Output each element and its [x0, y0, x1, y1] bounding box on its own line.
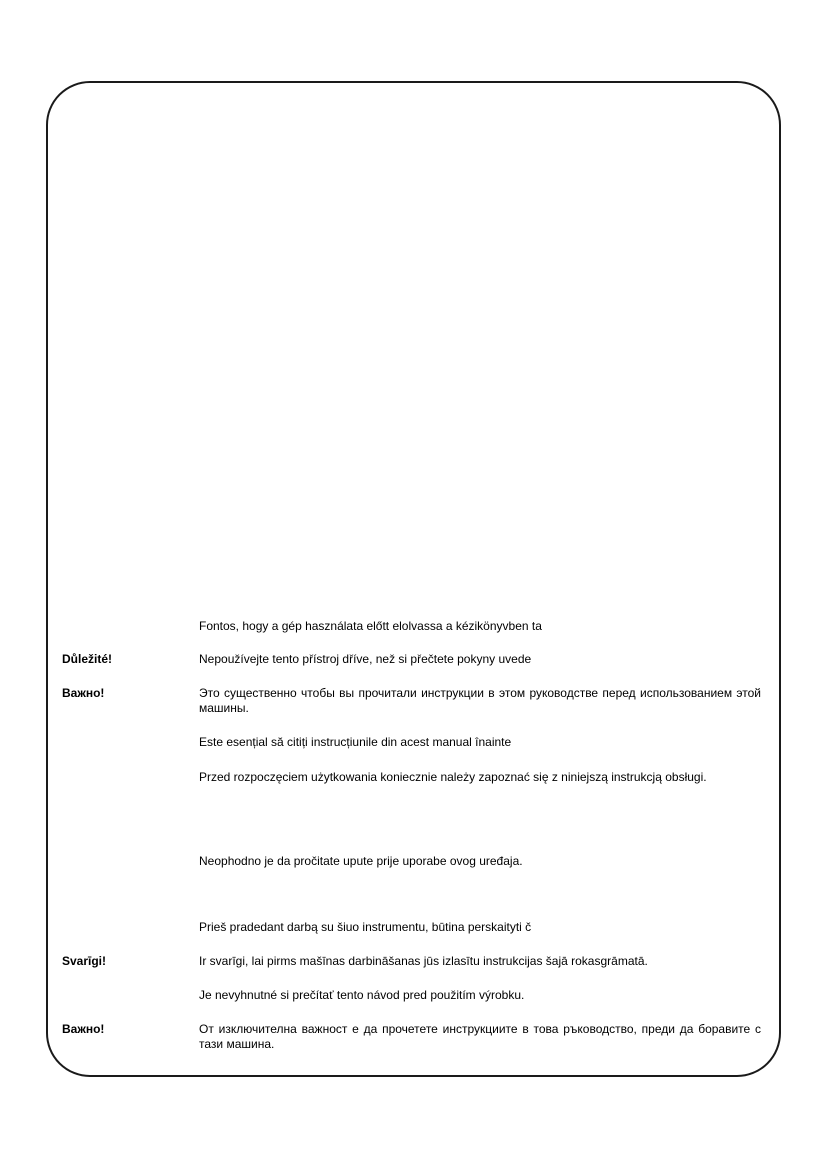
entry-text: Fontos, hogy a gép használata előtt elolvassa a kézikönyvben ta — [199, 619, 542, 633]
entry-text: Przed rozpoczęciem użytkowania koniecznie należy zapoznać się z niniejszą instrukcją obsługi. — [199, 770, 707, 784]
entry-text: Nepoužívejte tento přístroj dříve, než si přečtete pokyny uvede — [199, 652, 532, 666]
entry-text: Neophodno je da pročitate upute prije uporabe ovog uređaja. — [199, 854, 523, 868]
entry-label: Důležité! — [62, 652, 113, 666]
entry-text: Este esențial să citiți instrucțiunile din acest manual înainte — [199, 735, 512, 749]
entry-label: Важно! — [62, 686, 105, 700]
entry-text: Ir svarīgi, lai pirms mašīnas darbināšanas jūs izlasītu instrukcijas šajā rokasgrāmatā. — [199, 954, 648, 968]
entry-text: Prieš pradedant darbą su šiuo instrumentu, būtina perskaityti č — [199, 920, 532, 934]
entry-text: От изключителна важност е да прочетете инструкциите в това ръководство, преди да боравите с тази машина. — [199, 1022, 761, 1051]
entry-label: Svarīgi! — [62, 954, 107, 968]
entry-text: Это существенно чтобы вы прочитали инструкции в этом руководстве перед использованием этой машины. — [199, 686, 761, 715]
entry-text: Je nevyhnutné si prečítať tento návod pred použitím výrobku. — [199, 988, 525, 1002]
entry-label: Важно! — [62, 1022, 105, 1036]
